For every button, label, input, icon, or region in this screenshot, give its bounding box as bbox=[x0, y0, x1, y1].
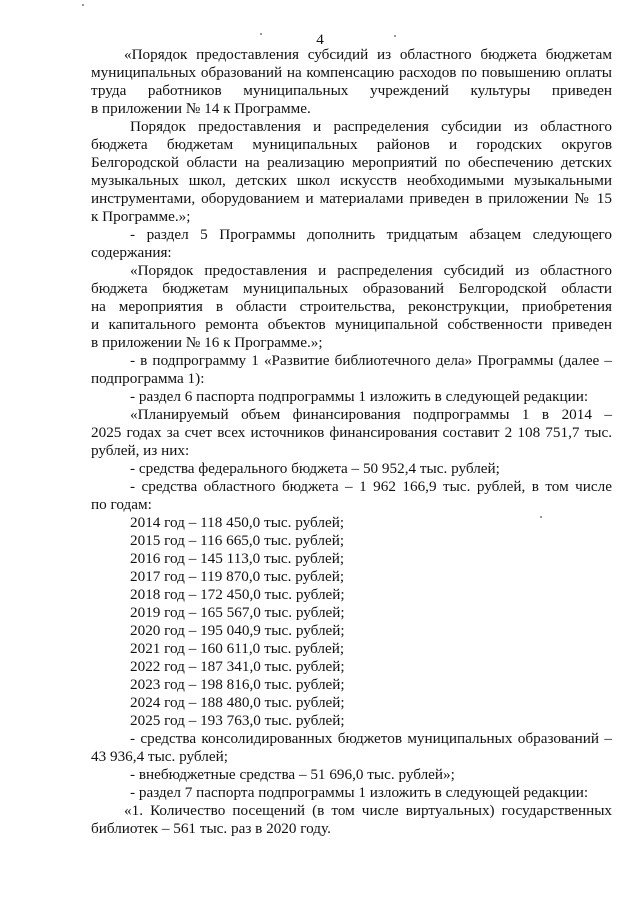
year-line: 2021 год – 160 611,0 тыс. рублей; bbox=[130, 640, 345, 657]
page-number: 4 bbox=[316, 31, 324, 48]
text-line: «Планируемый объем финансирования подпрограммы 1 в 2014 – bbox=[130, 406, 612, 423]
year-line: 2014 год – 118 450,0 тыс. рублей; bbox=[130, 514, 345, 531]
scan-speck bbox=[82, 4, 84, 6]
text-line: инструментами, оборудованием и материалами приведен в приложении № 15 bbox=[91, 190, 612, 207]
text-line: 43 936,4 тыс. рублей; bbox=[91, 748, 228, 765]
text-line: к Программе.»; bbox=[91, 208, 191, 225]
text-line: рублей, из них: bbox=[91, 442, 190, 459]
year-line: 2023 год – 198 816,0 тыс. рублей; bbox=[130, 676, 345, 693]
scan-speck bbox=[394, 35, 396, 37]
text-line: - средства федерального бюджета – 50 952,4 тыс. рублей; bbox=[130, 460, 500, 477]
text-line: «Порядок предоставления субсидий из областного бюджета бюджетам bbox=[124, 46, 612, 63]
scan-speck bbox=[540, 516, 542, 518]
text-line: Белгородской области на реализацию мероприятий по обеспечению детских bbox=[91, 154, 612, 171]
text-line: в приложении № 16 к Программе.»; bbox=[91, 334, 323, 351]
text-line: - внебюджетные средства – 51 696,0 тыс. рублей»; bbox=[130, 766, 455, 783]
year-line: 2017 год – 119 870,0 тыс. рублей; bbox=[130, 568, 345, 585]
text-line: бюджета бюджетам муниципальных образований Белгородской области bbox=[91, 280, 612, 297]
text-line: бюджета бюджетам муниципальных районов и городских округов bbox=[91, 136, 612, 153]
text-line: содержания: bbox=[91, 244, 172, 261]
year-line: 2016 год – 145 113,0 тыс. рублей; bbox=[130, 550, 345, 567]
text-line: по годам: bbox=[91, 496, 152, 513]
year-line: 2018 год – 172 450,0 тыс. рублей; bbox=[130, 586, 345, 603]
text-line: - в подпрограмму 1 «Развитие библиотечного дела» Программы (далее – bbox=[130, 352, 612, 369]
text-line: - раздел 6 паспорта подпрограммы 1 изложить в следующей редакции: bbox=[130, 388, 589, 405]
text-line: библиотек – 561 тыс. раз в 2020 году. bbox=[91, 820, 331, 837]
text-line: музыкальных школ, детских школ искусств необходимыми музыкальными bbox=[91, 172, 612, 189]
text-line: в приложении № 14 к Программе. bbox=[91, 100, 311, 117]
text-line: - раздел 5 Программы дополнить тридцатым абзацем следующего bbox=[130, 226, 612, 243]
text-line: муниципальных образований на компенсацию расходов по повышению оплаты bbox=[91, 64, 612, 81]
text-line: труда работников муниципальных учреждений культуры приведен bbox=[91, 82, 612, 99]
text-line: 2025 годах за счет всех источников финансирования составит 2 108 751,7 тыс. bbox=[91, 424, 612, 441]
text-line: на мероприятия в области строительства, реконструкции, приобретения bbox=[91, 298, 612, 315]
text-line: подпрограмма 1): bbox=[91, 370, 205, 387]
text-line: - средства областного бюджета – 1 962 166,9 тыс. рублей, в том числе bbox=[130, 478, 612, 495]
text-line: «1. Количество посещений (в том числе виртуальных) государственных bbox=[124, 802, 612, 819]
year-line: 2015 год – 116 665,0 тыс. рублей; bbox=[130, 532, 345, 549]
text-line: и капитального ремонта объектов муниципальной собственности приведен bbox=[91, 316, 612, 333]
text-line: Порядок предоставления и распределения субсидии из областного bbox=[130, 118, 612, 135]
scan-speck bbox=[260, 33, 262, 35]
year-line: 2024 год – 188 480,0 тыс. рублей; bbox=[130, 694, 345, 711]
text-line: - раздел 7 паспорта подпрограммы 1 изложить в следующей редакции: bbox=[130, 784, 589, 801]
year-line: 2020 год – 195 040,9 тыс. рублей; bbox=[130, 622, 345, 639]
year-line: 2025 год – 193 763,0 тыс. рублей; bbox=[130, 712, 345, 729]
text-line: «Порядок предоставления и распределения субсидий из областного bbox=[130, 262, 612, 279]
text-line: - средства консолидированных бюджетов муниципальных образований – bbox=[130, 730, 612, 747]
year-line: 2022 год – 187 341,0 тыс. рублей; bbox=[130, 658, 345, 675]
year-line: 2019 год – 165 567,0 тыс. рублей; bbox=[130, 604, 345, 621]
